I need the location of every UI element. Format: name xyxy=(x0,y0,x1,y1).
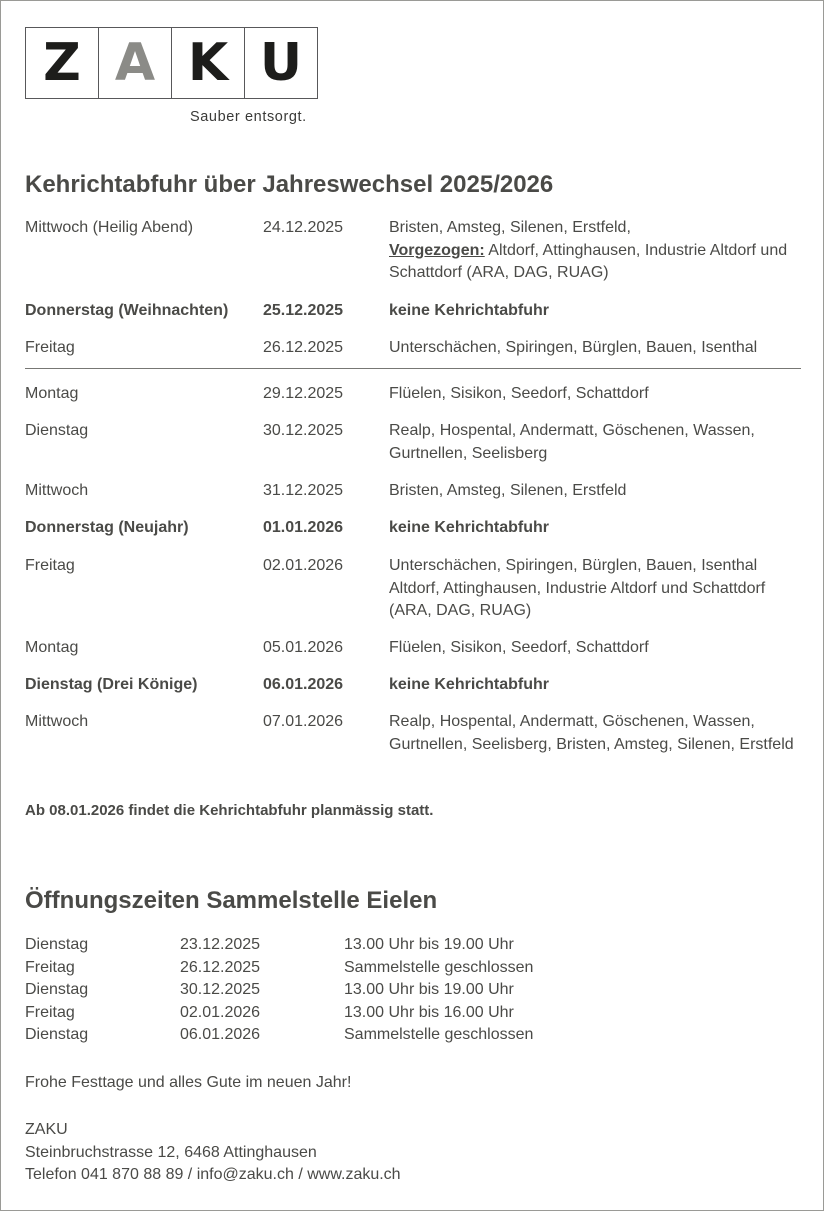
row-places: keine Kehrichtabfuhr xyxy=(389,302,550,319)
row-day: Mittwoch (Heilig Abend) xyxy=(25,219,194,236)
divider xyxy=(25,368,801,369)
row-day: Mittwoch xyxy=(25,713,89,730)
row-places-rest: Altdorf, Attinghausen, Industrie Altdorf und Schattdorf (ARA, DAG, RUAG) xyxy=(389,241,788,281)
row-date: 31.12.2025 xyxy=(263,482,344,499)
row-day: Montag xyxy=(25,639,79,656)
row-places: Flüelen, Sisikon, Seedorf, Schattdorf xyxy=(389,385,649,402)
logo-tagline: Sauber entsorgt. xyxy=(190,109,307,125)
row-day: Mittwoch xyxy=(25,482,89,499)
row-date: 29.12.2025 xyxy=(263,385,344,402)
footer-org: ZAKU xyxy=(25,1121,68,1138)
row-places: Unterschächen, Spiringen, Bürglen, Bauen, Isenthal Altdorf, Attinghausen, Industrie Altdorf und Schattdorf (ARA, DAG, RUAG) xyxy=(389,557,766,619)
row-date: 07.01.2026 xyxy=(263,713,344,730)
hours-day: Dienstag xyxy=(25,981,89,998)
section-title-kehrichtabfuhr: Kehrichtabfuhr über Jahreswechsel 2025/2026 xyxy=(25,171,554,198)
hours-date: 30.12.2025 xyxy=(180,981,261,998)
row-date: 02.01.2026 xyxy=(263,557,344,574)
row-day: Montag xyxy=(25,385,79,402)
row-places-line1: Bristen, Amsteg, Silenen, Erstfeld, xyxy=(389,219,631,236)
row-date: 26.12.2025 xyxy=(263,339,344,356)
row-places: Flüelen, Sisikon, Seedorf, Schattdorf xyxy=(389,639,649,656)
footer-contact[interactable]: Telefon 041 870 88 89 / info@zaku.ch / www.zaku.ch xyxy=(25,1166,401,1183)
row-date: 01.01.2026 xyxy=(263,519,344,536)
hours-info: Sammelstelle geschlossen xyxy=(344,1026,534,1043)
logo-letter-u: U xyxy=(259,33,303,93)
hours-date: 06.01.2026 xyxy=(180,1026,261,1043)
logo-letter-z: Z xyxy=(26,28,99,98)
row-date: 30.12.2025 xyxy=(263,422,344,439)
row-date: 06.01.2026 xyxy=(263,676,344,693)
row-day: Freitag xyxy=(25,557,75,574)
hours-date: 23.12.2025 xyxy=(180,936,261,953)
row-day: Dienstag xyxy=(25,422,89,439)
footer-address: Steinbruchstrasse 12, 6468 Attinghausen xyxy=(25,1144,317,1161)
hours-date: 02.01.2026 xyxy=(180,1004,261,1021)
row-day: Donnerstag (Neujahr) xyxy=(25,519,189,536)
row-places: Unterschächen, Spiringen, Bürglen, Bauen, Isenthal xyxy=(389,339,758,356)
row-places: Realp, Hospental, Andermatt, Göschenen, Wassen, Gurtnellen, Seelisberg, Bristen, Amsteg, Silenen, Erstfeld xyxy=(389,713,794,753)
row-places: Realp, Hospental, Andermatt, Göschenen, Wassen, Gurtnellen, Seelisberg xyxy=(389,422,755,462)
hours-date: 26.12.2025 xyxy=(180,959,261,976)
hours-day: Dienstag xyxy=(25,936,89,953)
row-places: keine Kehrichtabfuhr xyxy=(389,676,550,693)
hours-day: Freitag xyxy=(25,1004,75,1021)
schedule-note: Ab 08.01.2026 findet die Kehrichtabfuhr planmässig statt. xyxy=(25,802,434,819)
row-date: 25.12.2025 xyxy=(263,302,344,319)
section-title-sammelstelle: Öffnungszeiten Sammelstelle Eielen xyxy=(25,887,438,914)
row-places: keine Kehrichtabfuhr xyxy=(389,519,550,536)
hours-info: Sammelstelle geschlossen xyxy=(344,959,534,976)
hours-info: 13.00 Uhr bis 19.00 Uhr xyxy=(344,981,514,998)
greeting: Frohe Festtage und alles Gute im neuen Jahr! xyxy=(25,1074,352,1091)
row-places xyxy=(389,217,809,285)
hours-info: 13.00 Uhr bis 19.00 Uhr xyxy=(344,936,514,953)
hours-day: Freitag xyxy=(25,959,75,976)
row-day: Freitag xyxy=(25,339,75,356)
row-day: Dienstag (Drei Könige) xyxy=(25,676,198,693)
logo-letter-a: A xyxy=(99,28,172,98)
row-day: Donnerstag (Weihnachten) xyxy=(25,302,229,319)
zaku-logo xyxy=(25,27,318,99)
vorgezogen-label: Vorgezogen: xyxy=(389,241,485,259)
row-places: Bristen, Amsteg, Silenen, Erstfeld xyxy=(389,482,627,499)
hours-day: Dienstag xyxy=(25,1026,89,1043)
logo-letter-k: K xyxy=(172,28,245,98)
row-date: 24.12.2025 xyxy=(263,219,344,236)
hours-info: 13.00 Uhr bis 16.00 Uhr xyxy=(344,1004,514,1021)
row-date: 05.01.2026 xyxy=(263,639,344,656)
